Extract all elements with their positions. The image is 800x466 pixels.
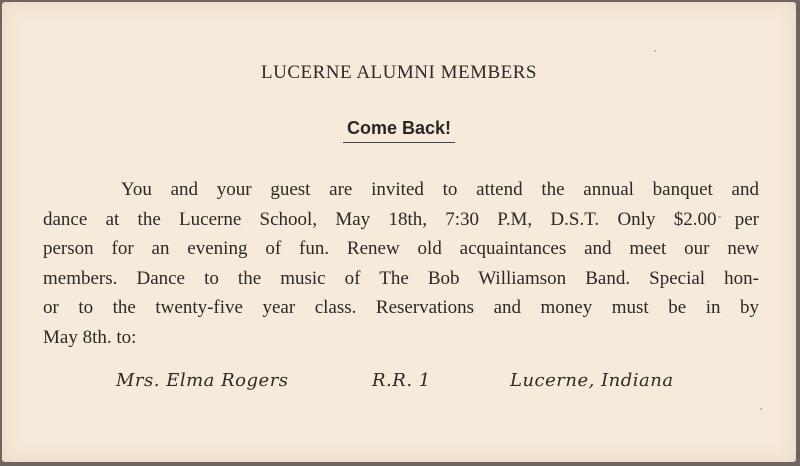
body-line: members. Dance to the music of The Bob Williamson Band. Special hon- — [43, 267, 759, 289]
body-line: dance at the Lucerne School, May 18th, 7:30 P.M, D.S.T. Only $2.00 per — [43, 208, 759, 230]
invitation-body — [43, 175, 759, 352]
postcard — [2, 2, 796, 462]
body-line: You and your guest are invited to attend the annual banquet and — [121, 179, 759, 200]
body-line: or to the twenty-five year class. Reservations and money must be in by — [43, 297, 759, 318]
paper-speck — [760, 408, 762, 410]
subheading-text: Come Back! — [343, 118, 455, 143]
body-line: person for an evening of fun. Renew old acquaintances and meet our new — [43, 238, 759, 259]
card-subheading — [2, 118, 796, 143]
contact-name: Mrs. Elma Rogers — [116, 370, 289, 391]
body-line: May 8th. to: — [43, 326, 137, 348]
paper-speck — [654, 50, 656, 52]
contact-route: R.R. 1 — [372, 370, 431, 391]
contact-location: Lucerne, Indiana — [510, 370, 674, 391]
card-heading: LUCERNE ALUMNI MEMBERS — [261, 62, 537, 83]
